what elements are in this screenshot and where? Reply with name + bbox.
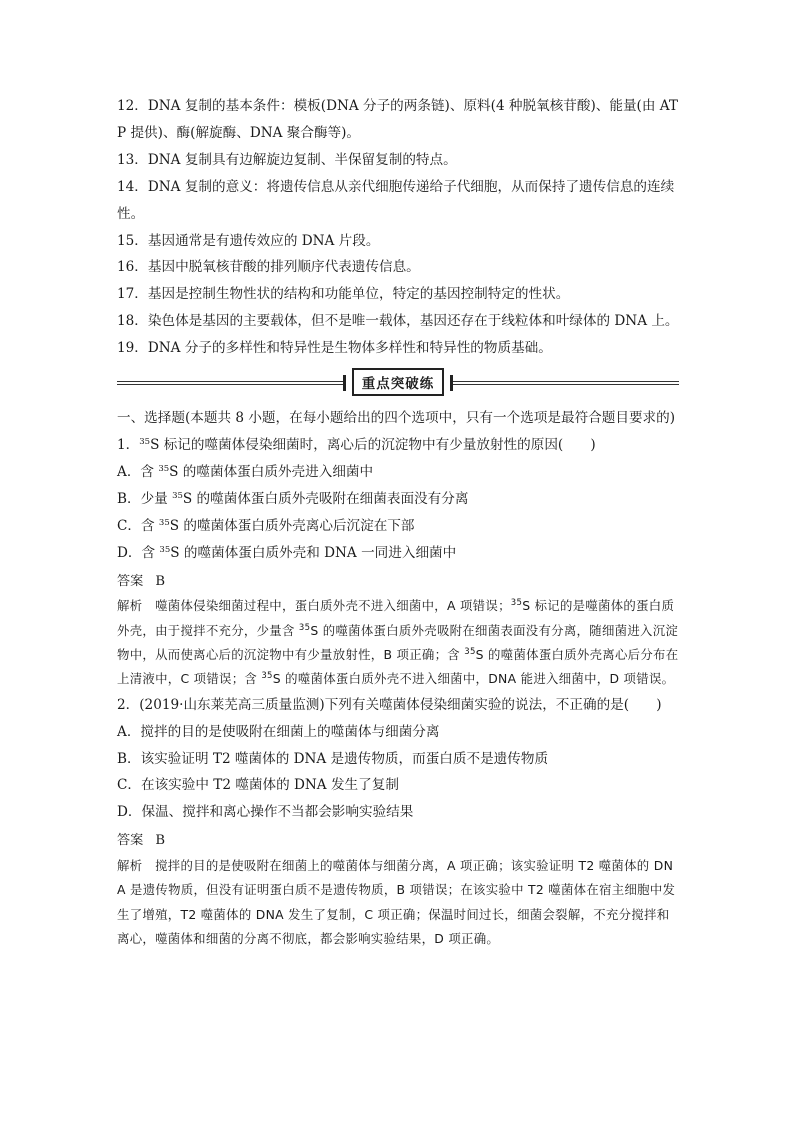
- q1-option-c: C．含 $^{35}$S 的噬菌体蛋白质外壳离心后沉淀在下部: [117, 517, 415, 534]
- point-15: 15．基因通常是有遗传效应的 DNA 片段。: [117, 232, 380, 249]
- q1-explanation: 解析 噬菌体侵染细菌过程中，蛋白质外壳不进入细菌中，A 项错误；$^{35}$S 标记的是噬菌体的蛋白质外壳，由于搅拌不充分，少量含 $^{35}$S 的噬菌体蛋白质外壳吸附在细菌表面没有分离，随细菌进入沉淀物中，从而使离心后的沉淀物中有少量放射性，B 项正确；含 $^{35}$S 的噬菌体蛋白质外壳离心后分布在上清液中，C 项错误；含 $^{35}$S 的噬菌体蛋白质外壳不进入细菌中，DNA 能进入细菌中，D 项错误。: [117, 598, 679, 687]
- point-18: 18．染色体是基因的主要载体，但不是唯一载体，基因还存在于线粒体和叶绿体的 DNA 上。: [117, 313, 679, 330]
- q1-option-d: D．含 $^{35}$S 的噬菌体蛋白质外壳和 DNA 一同进入细菌中: [117, 544, 457, 561]
- q2-option-d: D．保温、搅拌和离心操作不当都会影响实验结果: [117, 804, 414, 821]
- section-intro: 一、选择题(本题共 8 小题，在每小题给出的四个选项中，只有一个选项是最符合题目要求的): [117, 410, 676, 427]
- q1-stem: 1．$^{35}$S 标记的噬菌体侵染细菌时，离心后的沉淀物中有少量放射性的原因( ): [117, 436, 596, 453]
- section-badge-label: 重点突破练: [352, 368, 445, 396]
- point-17: 17．基因是控制生物性状的结构和功能单位，特定的基因控制特定的性状。: [117, 286, 570, 303]
- point-16: 16．基因中脱氧核苷酸的排列顺序代表遗传信息。: [117, 259, 420, 276]
- point-13: 13．DNA 复制具有边解旋边复制、半保留复制的特点。: [117, 151, 457, 168]
- q2-option-a: A．搅拌的目的是使吸附在细菌上的噬菌体与细菌分离: [117, 723, 440, 740]
- q1-answer: 答案 B: [117, 573, 166, 589]
- point-19: 19．DNA 分子的多样性和特异性是生物体多样性和特异性的物质基础。: [117, 340, 552, 357]
- q2-stem: 2．(2019·山东莱芜高三质量监测)下列有关噬菌体侵染细菌实验的说法，不正确的是( ): [117, 696, 662, 713]
- section-divider: [117, 367, 679, 399]
- point-14: 14．DNA 复制的意义：将遗传信息从亲代细胞传递给子代细胞，从而保持了遗传信息的连续性。: [117, 178, 675, 222]
- q2-option-c: C．在该实验中 T2 噬菌体的 DNA 发生了复制: [117, 777, 399, 794]
- q2-explanation: 解析 搅拌的目的是使吸附在细菌上的噬菌体与细菌分离，A 项正确；该实验证明 T2 噬菌体的 DNA 是遗传物质，但没有证明蛋白质不是遗传物质，B 项错误；在该实验中 T2 噬菌体在宿主细胞中发生了增殖，T2 噬菌体的 DNA 发生了复制，C 项正确；保温时间过长，细菌会裂解，不充分搅拌和离心，噬菌体和细菌的分离不彻底，都会影响实验结果，D 项正确。: [117, 857, 676, 947]
- q1-option-b: B．少量 $^{35}$S 的噬菌体蛋白质外壳吸附在细菌表面没有分离: [117, 490, 469, 507]
- section-badge: [343, 369, 453, 395]
- q2-answer: 答案 B: [117, 833, 166, 849]
- q1-option-a: A．含 $^{35}$S 的噬菌体蛋白质外壳进入细菌中: [117, 463, 374, 480]
- q2-option-b: B．该实验证明 T2 噬菌体的 DNA 是遗传物质，而蛋白质不是遗传物质: [117, 750, 549, 767]
- point-12: 12．DNA 复制的基本条件：模板(DNA 分子的两条链)、原料(4 种脱氧核苷酸)、能量(由 ATP 提供)、酶(解旋酶、DNA 聚合酶等)。: [117, 98, 678, 141]
- page-content: [117, 93, 679, 951]
